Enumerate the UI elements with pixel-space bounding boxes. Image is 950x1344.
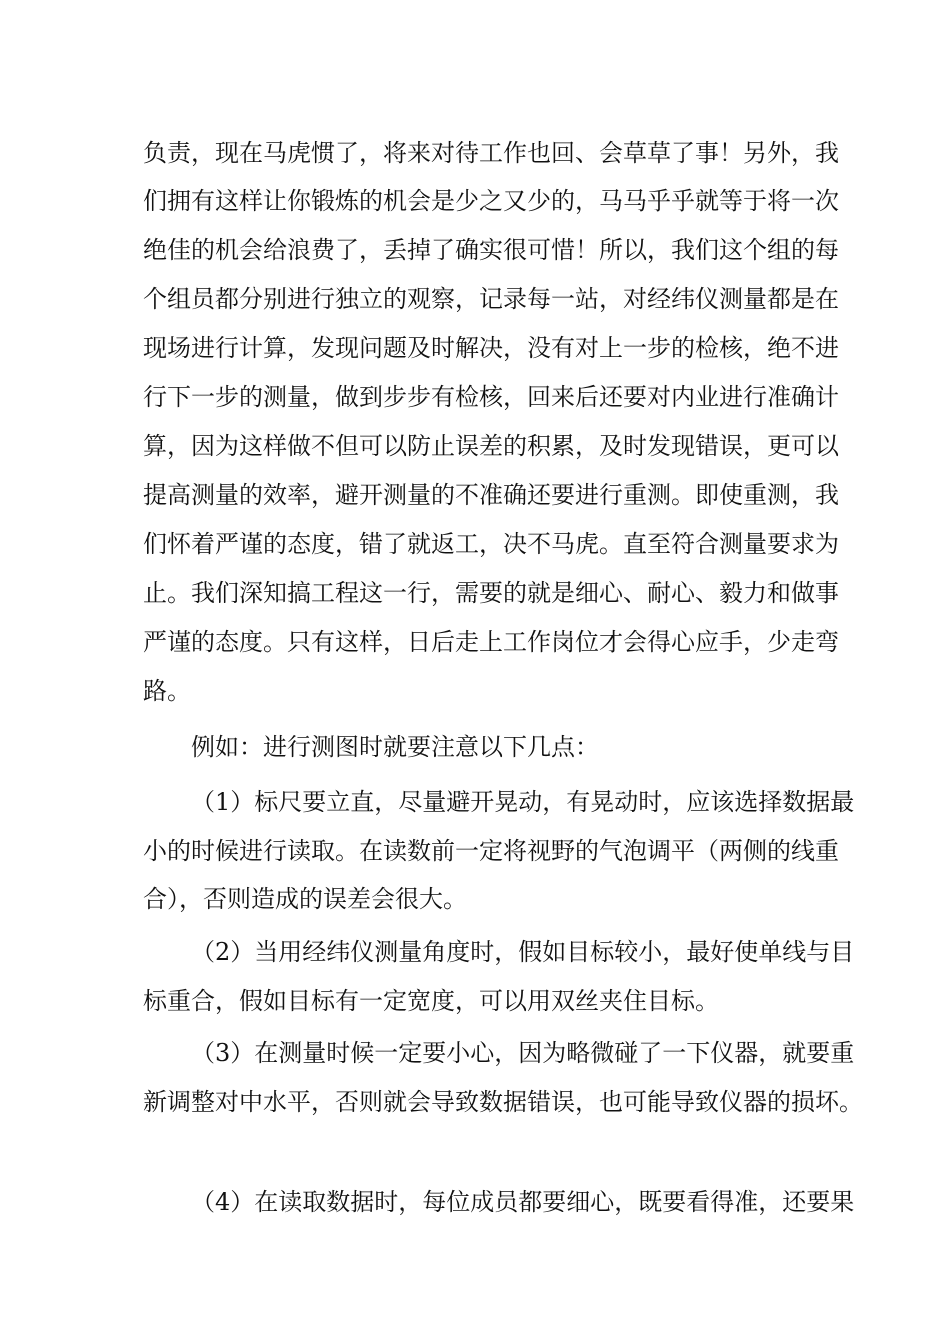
paragraph-line: 负责，现在马虎惯了，将来对待工作也回、会草草了事！另外，我 xyxy=(143,139,839,167)
paragraph-line: 合），否则造成的误差会很大。 xyxy=(143,885,467,913)
paragraph-line: 们怀着严谨的态度，错了就返工，决不马虎。直至符合测量要求为 xyxy=(143,530,839,558)
paragraph-line: （4）在读取数据时，每位成员都要细心，既要看得准，还要果 xyxy=(191,1188,855,1216)
paragraph-line: （3）在测量时候一定要小心，因为略微碰了一下仪器，就要重 xyxy=(191,1039,855,1067)
paragraph-line: 个组员都分别进行独立的观察，记录每一站，对经纬仪测量都是在 xyxy=(143,285,839,313)
paragraph-line: （1）标尺要立直，尽量避开晃动，有晃动时，应该选择数据最 xyxy=(191,788,855,816)
paragraph-line: 们拥有这样让你锻炼的机会是少之又少的，马马乎乎就等于将一次 xyxy=(143,187,839,215)
paragraph-line: 路。 xyxy=(143,677,191,705)
paragraph-line: 止。我们深知搞工程这一行，需要的就是细心、耐心、毅力和做事 xyxy=(143,579,839,607)
paragraph-line: （2）当用经纬仪测量角度时，假如目标较小，最好使单线与目 xyxy=(191,938,855,966)
paragraph-line: 行下一步的测量，做到步步有检核，回来后还要对内业进行准确计 xyxy=(143,383,839,411)
paragraph-line: 小的时候进行读取。在读数前一定将视野的气泡调平（两侧的线重 xyxy=(143,837,839,865)
paragraph-line: 提高测量的效率，避开测量的不准确还要进行重测。即使重测，我 xyxy=(143,481,839,509)
paragraph-line: 新调整对中水平，否则就会导致数据错误，也可能导致仪器的损坏。 xyxy=(143,1088,863,1116)
paragraph-line: 例如：进行测图时就要注意以下几点： xyxy=(191,733,599,761)
paragraph-line: 标重合，假如目标有一定宽度，可以用双丝夹住目标。 xyxy=(143,987,719,1015)
paragraph-line: 绝佳的机会给浪费了，丢掉了确实很可惜！所以，我们这个组的每 xyxy=(143,236,839,264)
paragraph-line: 严谨的态度。只有这样，日后走上工作岗位才会得心应手，少走弯 xyxy=(143,628,839,656)
paragraph-line: 现场进行计算，发现问题及时解决，没有对上一步的检核，绝不进 xyxy=(143,334,839,362)
paragraph-line: 算，因为这样做不但可以防止误差的积累，及时发现错误，更可以 xyxy=(143,432,839,460)
